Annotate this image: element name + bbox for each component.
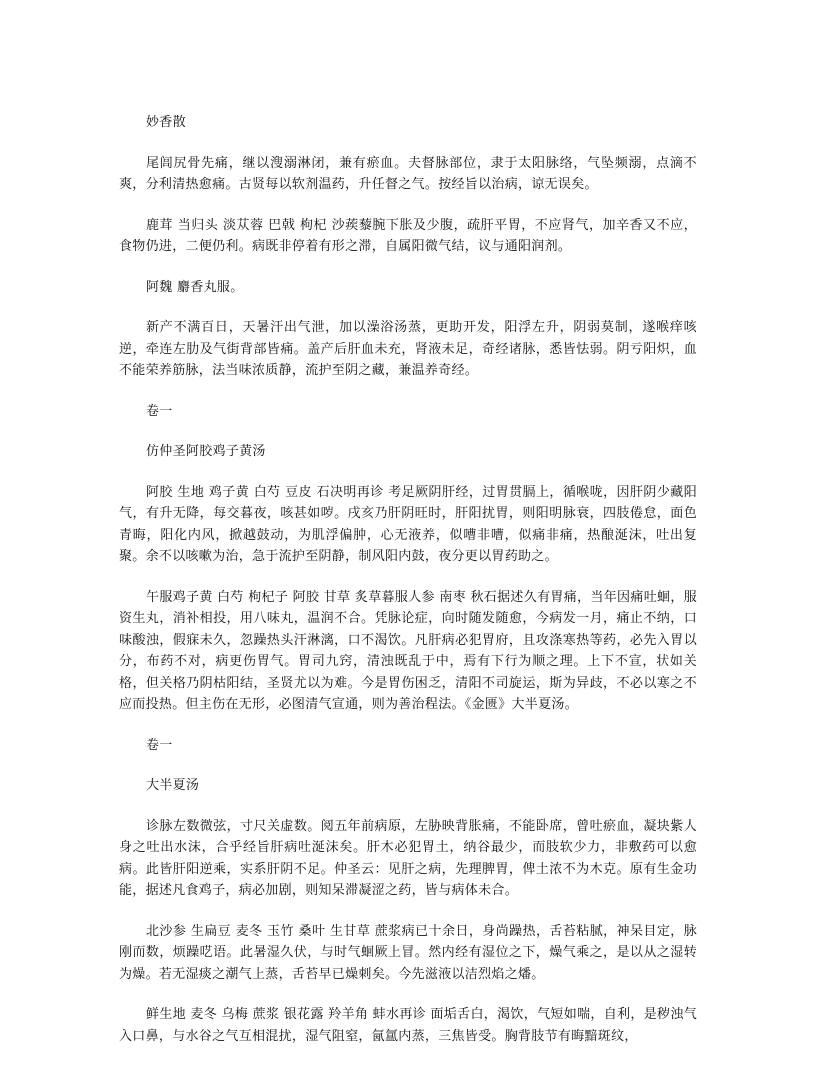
section-heading-miaoxiangsan: 妙香散 [146, 115, 186, 130]
paragraph: 鲜生地 麦冬 乌梅 蔗浆 银花露 羚羊角 蚌水再诊 面垢舌白，渴饮，气短如喘，自利，是秽浊气入口鼻，与水谷之气互相混扰，湿气阻窒，氤氲内蒸，三焦皆受。胸背肢节有晦黯斑纹， [119, 1007, 697, 1044]
volume-heading: 卷一 [146, 403, 173, 419]
document-page [119, 112, 697, 1066]
paragraph: 鹿茸 当归头 淡苁蓉 巴戟 枸杞 沙蒺藜腕下胀及少腹，疏肝平胃，不应肾气，加辛香又不应，食物仍进，二便仍利。病既非停着有形之滞，自属阳微气结，议与通阳润剂。 [119, 217, 697, 254]
paragraph: 午服鸡子黄 白芍 枸杞子 阿胶 甘草 炙草暮服人参 南枣 秋石据述久有胃痛，当年因痛吐蛔，服资生丸，消补相投，用八味丸，温润不合。凭脉论症，向时随发随愈，今病发一月，痛止不纳，口味酸浊，假寐未久，忽躁热头汗淋漓，口不渴饮。凡肝病必犯胃府，且攻涤寒热等药，必先入胃以分，布药不对，病更伤胃气。胃司九窍，清浊既乱于中，焉有下行为顺之理。上下不宣，状如关格，但关格乃阴枯阳结，圣贤尤以为难。今是胃伤困乏，清阳不司旋运，斯为异歧，不必以寒之不应而投热。但主伤在无形，必图清气宣通，则为善治程法。《金匮》大半夏汤。 [119, 589, 697, 712]
paragraph: 新产不满百日，天暑汗出气泄，加以澡浴汤蒸，更助开发，阳浮左升，阴弱莫制，遂喉痒咳逆，牵连左肋及气街背部皆痛。盖产后肝血未充，肾液未足，奇经诸脉，悉皆怯弱。阴亏阳炽，血不能荣养筋脉，法当味浓质静，流护至阴之藏，兼温养奇经。 [119, 320, 697, 378]
paragraph: 阿胶 生地 鸡子黄 白芍 豆皮 石决明再诊 考足厥阴肝经，过胃贯膈上，循喉咙，因肝阴少藏阳气，有升无降，每交暮夜，咳甚如哕。戌亥乃肝阴旺时，肝阳扰胃，则阳明脉衰，四肢倦怠，面色青晦，阳化内风，掀越鼓动，为肌浮偏肿，心无液养，似嘈非嘈，似痛非痛，热酿涎沫，吐出复聚。余不以咳嗽为治，急于流护至阴静，制风阳内鼓，夜分更以胃药助之。 [119, 484, 697, 564]
section-heading-dabanxia-tang: 大半夏汤 [146, 778, 200, 793]
section-heading-ejiao-jiziHuang-tang: 仿仲圣阿胶鸡子黄汤 [146, 444, 266, 459]
paragraph: 诊脉左数微弦，寸尺关虚数。阅五年前病原，左胁映背胀痛，不能卧席，曾吐瘀血，凝块紫人身之吐出水沫，合乎经旨肝病吐涎沫矣。肝木必犯胃土，纳谷最少，而肢软少力，非敷药可以愈病。此皆肝阳逆乘，实系肝阴不足。仲圣云：见肝之病，先理脾胃，俾土浓不为木克。原有生金功能，据述凡食鸡子，病必加剧，则知呆滞凝涩之药，皆与病体未合。 [119, 818, 697, 898]
paragraph: 尾闾尻骨先痛，继以溲溺淋闭，兼有瘀血。夫督脉部位，隶于太阳脉络，气坠频溺，点滴不爽，分利清热愈痛。古贤每以软剂温药，升任督之气。按经旨以治病，谅无误矣。 [119, 155, 697, 192]
paragraph: 北沙参 生扁豆 麦冬 玉竹 桑叶 生甘草 蔗浆病已十余日，身尚躁热，舌苔粘腻，神呆目定，脉刚而数，烦躁呓语。此暑湿久伏，与时气蛔厥上冒。然内经有湿位之下，燥气乘之，是以从之湿转为燥。若无湿痰之潮气上蒸，舌苔早已燥刺矣。今先滋液以洁烈焰之燔。 [119, 923, 697, 982]
prescription-line: 阿魏 麝香丸服。 [146, 279, 244, 295]
volume-heading: 卷一 [146, 737, 173, 753]
